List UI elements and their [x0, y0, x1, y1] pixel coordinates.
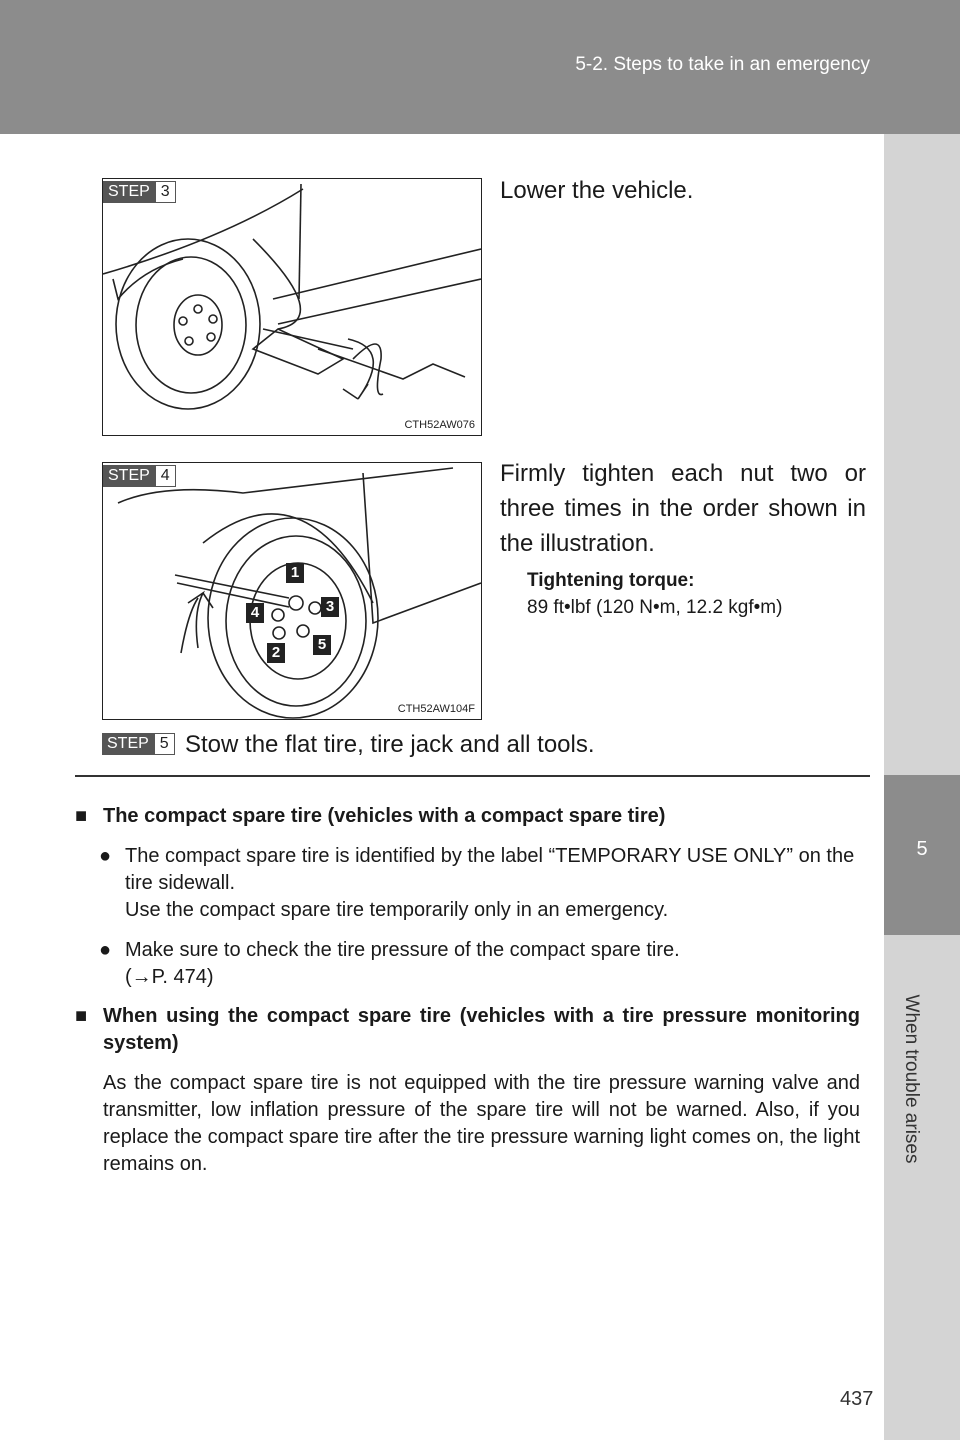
step3-text: Lower the vehicle. — [500, 177, 694, 204]
step3-label: STEP 3 — [103, 181, 176, 203]
step4-text: Firmly tighten each nut two or three times in the order shown in the illustration. — [500, 460, 866, 557]
step3-figure-code: CTH52AW076 — [404, 419, 475, 431]
square-marker: ■ — [75, 1005, 88, 1027]
page-header — [0, 0, 960, 134]
section-divider — [75, 775, 870, 777]
step5-text: Stow the flat tire, tire jack and all tools. — [185, 731, 595, 758]
dot-marker: ● — [99, 939, 112, 961]
torque-value: 89 ft•lbf (120 N•m, 12.2 kgf•m) — [527, 597, 783, 618]
note1-bullet1: ● The compact spare tire is identified by the label “TEMPORARY USE ONLY” on the tire sidewall. Use the compact spare tire temporarily only in an emergency. — [99, 845, 855, 921]
step4-figure-code: CTH52AW104F — [397, 703, 475, 715]
dot-marker: ● — [99, 845, 112, 867]
callout-2: 2 — [267, 643, 285, 663]
page-reference: (→P. 474) — [125, 966, 214, 988]
callout-3: 3 — [321, 597, 339, 617]
note1-title: ■ The compact spare tire (vehicles with a compact spare tire) — [103, 803, 873, 830]
torque-spec — [527, 567, 782, 621]
note1-bullet2: ● Make sure to check the tire pressure of the compact spare tire. (→P. 474) — [125, 937, 855, 991]
callout-4: 4 — [246, 603, 264, 623]
note2-title: ■ When using the compact spare tire (vehicles with a tire pressure monitoring system) — [75, 1005, 860, 1054]
lug-nut-tightening-illustration — [103, 463, 481, 719]
page-number: 437 — [840, 1388, 874, 1410]
note2-body: As the compact spare tire is not equipped with the tire pressure warning valve and transmitter, low inflation pressure of the spare tire will not be warned. Also, if you replace the compact spare tire after the tire pressure warning light comes on, the light remains on. — [103, 1072, 860, 1175]
step3-figure — [102, 178, 482, 436]
chapter-title: When trouble arises — [901, 994, 922, 1164]
callout-1: 1 — [286, 563, 304, 583]
square-marker: ■ — [75, 805, 88, 827]
step4-figure — [102, 462, 482, 720]
step4-label: STEP 4 — [103, 465, 176, 487]
lowering-vehicle-illustration — [103, 179, 481, 435]
section-title: 5-2. Steps to take in an emergency — [575, 54, 870, 75]
torque-label: Tightening torque: — [527, 570, 695, 591]
step5-label: STEP 5 — [102, 733, 175, 755]
chapter-number: 5 — [916, 838, 928, 860]
callout-5: 5 — [313, 635, 331, 655]
